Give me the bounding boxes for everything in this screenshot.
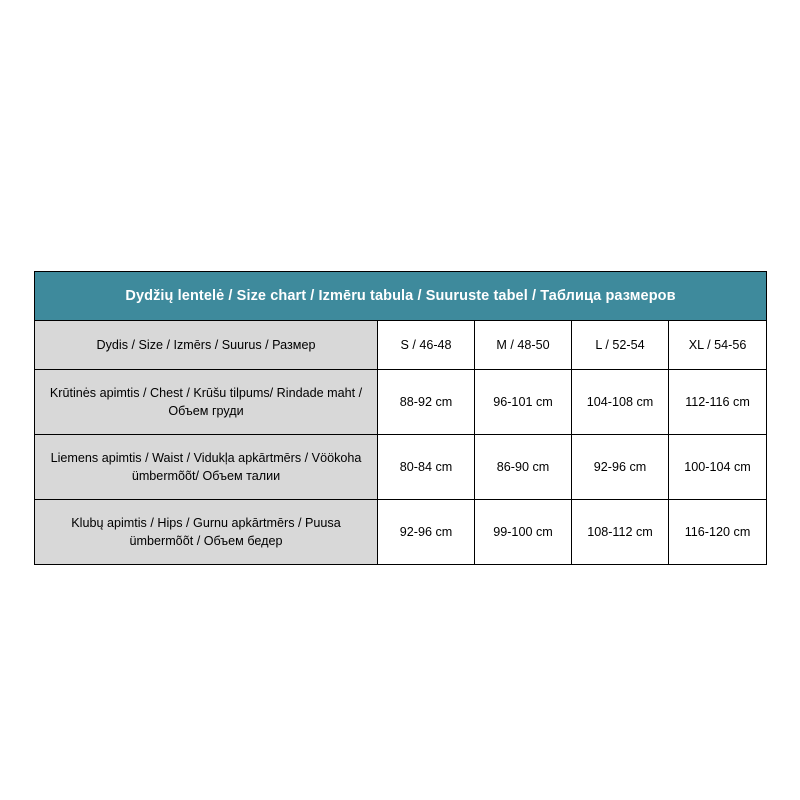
- table-row: [35, 370, 767, 435]
- cell-waist-s: 80-84 cm: [378, 435, 475, 500]
- header-label-size: Dydis / Size / Izmērs / Suurus / Размер: [35, 321, 378, 370]
- header-size-l: L / 52-54: [572, 321, 669, 370]
- cell-hips-l: 108-112 cm: [572, 500, 669, 565]
- table-row: [35, 435, 767, 500]
- row-label-hips: Klubų apimtis / Hips / Gurnu apkārtmērs / Puusa ümbermõõt / Объем бедер: [35, 500, 378, 565]
- header-size-m: M / 48-50: [475, 321, 572, 370]
- cell-chest-l: 104-108 cm: [572, 370, 669, 435]
- header-size-s: S / 46-48: [378, 321, 475, 370]
- cell-chest-m: 96-101 cm: [475, 370, 572, 435]
- cell-waist-l: 92-96 cm: [572, 435, 669, 500]
- table-title-row: [35, 272, 767, 321]
- cell-chest-s: 88-92 cm: [378, 370, 475, 435]
- size-chart-table: [34, 271, 767, 565]
- cell-hips-xl: 116-120 cm: [669, 500, 767, 565]
- row-label-waist: Liemens apimtis / Waist / Vidukļa apkārtmērs / Vöökoha ümbermõõt/ Объем талии: [35, 435, 378, 500]
- cell-hips-s: 92-96 cm: [378, 500, 475, 565]
- size-chart-container: [34, 271, 766, 565]
- table-header-row: [35, 321, 767, 370]
- table-row: [35, 500, 767, 565]
- cell-waist-xl: 100-104 cm: [669, 435, 767, 500]
- cell-chest-xl: 112-116 cm: [669, 370, 767, 435]
- size-chart-title: Dydžių lentelė / Size chart / Izmēru tabula / Suuruste tabel / Таблица размеров: [35, 272, 767, 321]
- cell-waist-m: 86-90 cm: [475, 435, 572, 500]
- cell-hips-m: 99-100 cm: [475, 500, 572, 565]
- header-size-xl: XL / 54-56: [669, 321, 767, 370]
- row-label-chest: Krūtinės apimtis / Chest / Krūšu tilpums/ Rindade maht / Объем груди: [35, 370, 378, 435]
